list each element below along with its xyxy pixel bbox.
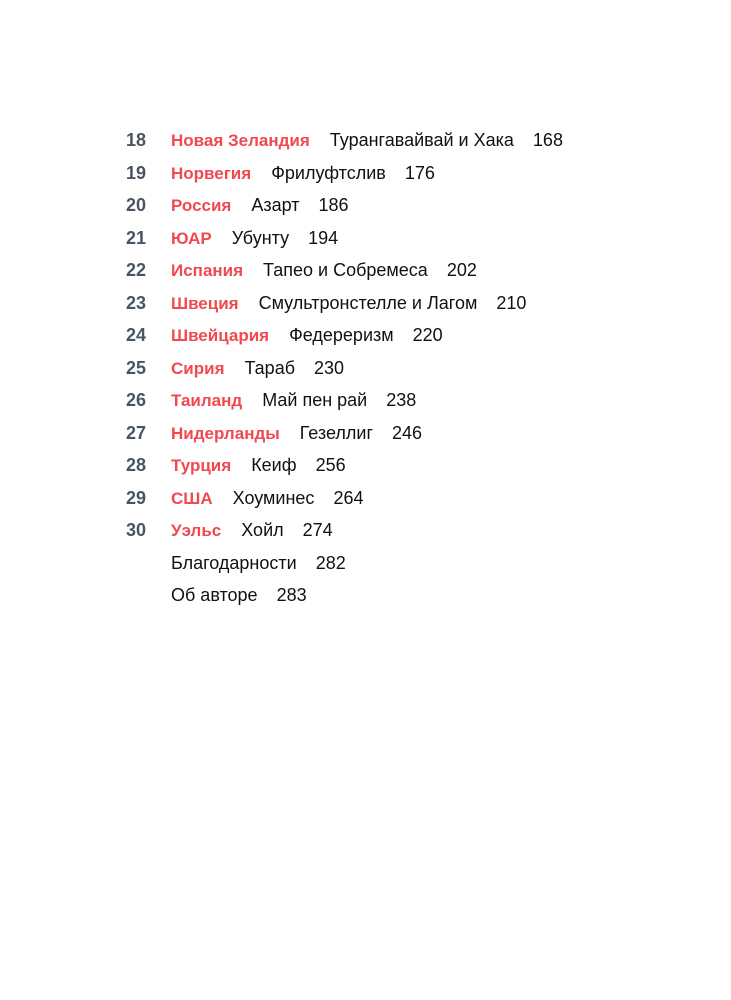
page-number: 282 xyxy=(315,552,346,573)
toc-entry[interactable] xyxy=(0,482,731,515)
page-number: 210 xyxy=(496,292,527,313)
chapter-topic: Хойл xyxy=(241,520,284,540)
toc-entry[interactable] xyxy=(0,157,731,190)
country-name: ЮАР xyxy=(171,228,212,248)
toc-entry[interactable] xyxy=(0,254,731,287)
country-name: Россия xyxy=(171,196,232,215)
country-name: Нидерланды xyxy=(171,423,280,443)
page-number: 246 xyxy=(392,422,423,443)
country-name: Новая Зеландия xyxy=(171,131,310,150)
chapter-topic: Гезеллиг xyxy=(299,422,374,443)
page-number: 168 xyxy=(532,130,563,150)
table-of-contents xyxy=(0,124,731,612)
chapter-topic: Убунту xyxy=(231,227,290,248)
toc-entry-about-author[interactable] xyxy=(0,579,731,612)
chapter-topic: Хоуминес xyxy=(232,487,315,508)
page-number: 264 xyxy=(333,487,364,508)
chapter-topic: Фрилуфтслив xyxy=(271,162,386,183)
page-number: 194 xyxy=(308,227,339,248)
chapter-topic: Смультронстелле и Лагом xyxy=(258,292,478,313)
page-number: 274 xyxy=(302,520,333,540)
page-number: 220 xyxy=(412,325,443,345)
chapter-number: 19 xyxy=(126,162,147,183)
chapter-number: 20 xyxy=(126,195,147,215)
country-name: Уэльс xyxy=(171,521,222,540)
chapter-topic: Федереризм xyxy=(289,325,394,345)
country-name: Сирия xyxy=(171,358,225,378)
toc-entry[interactable] xyxy=(0,124,731,157)
chapter-number: 30 xyxy=(126,520,147,540)
chapter-topic: Кеиф xyxy=(251,455,297,475)
section-title: Благодарности xyxy=(171,552,297,573)
toc-entry[interactable] xyxy=(0,287,731,320)
chapter-number: 29 xyxy=(126,487,147,508)
chapter-topic: Турангавайвай и Хака xyxy=(329,130,514,150)
chapter-number: 22 xyxy=(126,260,147,280)
chapter-topic: Тараб xyxy=(244,357,296,378)
chapter-number: 24 xyxy=(126,325,147,345)
country-name: Испания xyxy=(171,261,244,280)
chapter-topic: Азарт xyxy=(251,195,300,215)
chapter-topic: Май пен рай xyxy=(262,390,368,410)
toc-entry[interactable] xyxy=(0,319,731,352)
toc-entry[interactable] xyxy=(0,417,731,450)
chapter-number: 23 xyxy=(126,292,147,313)
toc-entry[interactable] xyxy=(0,384,731,417)
page-number: 202 xyxy=(446,260,477,280)
chapter-number: 18 xyxy=(126,130,147,150)
page-number: 283 xyxy=(276,585,307,605)
page-number: 256 xyxy=(315,455,346,475)
country-name: Норвегия xyxy=(171,163,252,183)
chapter-topic: Тапео и Собремеса xyxy=(263,260,428,280)
country-name: Швейцария xyxy=(171,326,270,345)
page-number: 176 xyxy=(404,162,435,183)
country-name: США xyxy=(171,488,213,508)
toc-entry[interactable] xyxy=(0,222,731,255)
toc-entry-acknowledgements[interactable] xyxy=(0,547,731,580)
section-title: Об авторе xyxy=(171,585,258,605)
page-number: 186 xyxy=(318,195,349,215)
chapter-number: 21 xyxy=(126,227,147,248)
toc-entry[interactable] xyxy=(0,449,731,482)
country-name: Швеция xyxy=(171,293,239,313)
toc-entry[interactable] xyxy=(0,514,731,547)
chapter-number: 25 xyxy=(126,357,147,378)
country-name: Турция xyxy=(171,456,232,475)
page-number: 230 xyxy=(314,357,345,378)
chapter-number: 28 xyxy=(126,455,147,475)
page-number: 238 xyxy=(386,390,417,410)
chapter-number: 26 xyxy=(126,390,147,410)
country-name: Таиланд xyxy=(171,391,243,410)
toc-entry[interactable] xyxy=(0,189,731,222)
toc-entry[interactable] xyxy=(0,352,731,385)
chapter-number: 27 xyxy=(126,422,147,443)
